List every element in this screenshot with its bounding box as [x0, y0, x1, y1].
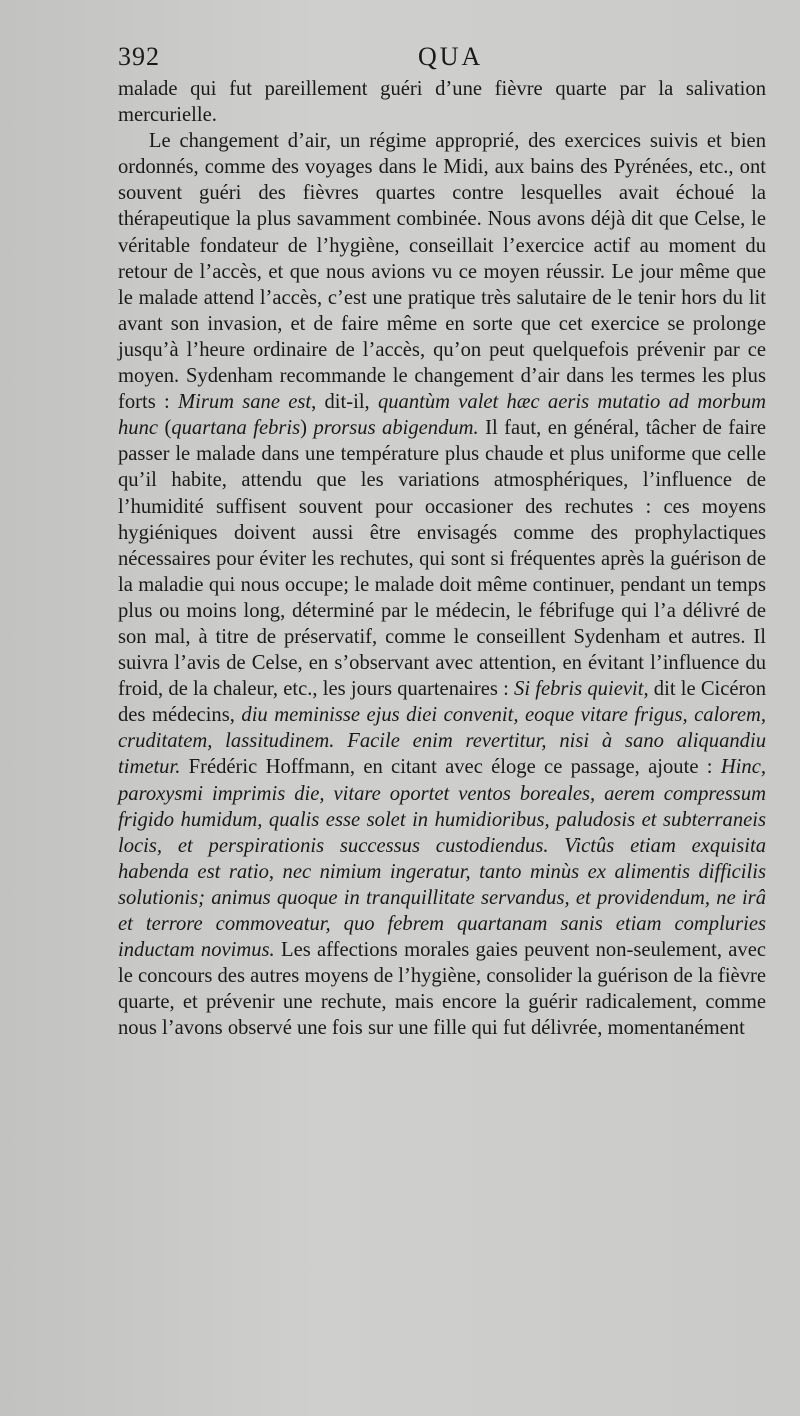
- paragraph-2: [118, 128, 766, 1041]
- text-run: Les affections morales gaies peuvent non-seulement, avec le concours des autres moyens de l’hygiène, consolider la guérison de la fièvre quarte, et prévenir une rechute, mais encore la guérir radicalement, comme nous l’avons observé une fois sur une fille qui fut délivrée, momentanément: [118, 939, 766, 1040]
- text-run: (: [158, 417, 172, 440]
- text-run: Le changement d’air, un régime approprié, des exercices suivis et bien ordonnés, comme des voyages dans le Midi, aux bains des Pyrénées, etc., ont souvent guéri des fièvres quartes contre lesquelles avait échoué la thérapeutique la plus savamment combinée. Nous avons déjà dit que Celse, le véritable fondateur de l’hygiène, conseillait l’exercice actif au moment du retour de l’accès, et que nous avions vu ce moyen réussir. Le jour même que le malade attend l’accès, c’est une pratique très salutaire de le tenir hors du lit avant son invasion, et de faire même en sorte que cet exercice se prolonge jusqu’à l’heure ordinaire de l’accès, qu’on peut quelquefois prévenir par ce moyen. Sydenham recommande le changement d’air dans les termes les plus forts :: [118, 130, 766, 414]
- italic-run: Mirum sane est: [177, 391, 312, 414]
- text-run: , dit le Cicéron des médecins,: [118, 678, 767, 727]
- italic-run: diu meminisse ejus diei convenit, eoque vitare frigus, calorem, cruditatem, lassitudinem. Facile enim revertitur, nisi à sano aliquandiu timetur.: [118, 704, 767, 779]
- text-run: Frédéric Hoffmann, en citant avec éloge ce passage, ajoute :: [180, 756, 721, 779]
- italic-run: Si febris quievit: [514, 678, 644, 701]
- paragraph-1: [118, 76, 766, 128]
- italic-run: quantùm valet hæc aeris mutatio ad morbum hunc: [118, 391, 766, 440]
- text-run: malade qui fut pareillement guéri d’une fièvre quarte par la salivation mercurielle.: [118, 78, 766, 127]
- text-run: Il faut, en général, tâcher de faire passer le malade dans une température plus chaude et plus uniforme que celle qu’il habite, attendu que les variations atmosphériques, l’influence de l’humidité suffisent souvent pour occasioner des rechutes : ces moyens hygiéniques doivent aussi être envisagés comme des prophylactiques nécessaires pour éviter les rechutes, qui sont si fréquentes après la guérison de la maladie qui nous occupe; le malade doit même continuer, pendant un temps plus ou moins long, déterminé par le médecin, le fébrifuge qui l’a délivré de son mal, à titre de préservatif, comme le conseillent Sydenham et autres. Il suivra l’avis de Celse, en s’observant avec attention, en évitant l’influence du froid, de la chaleur, etc., les jours quartenaires :: [118, 417, 766, 701]
- running-head: QUA: [418, 42, 484, 71]
- body-text: [118, 76, 766, 1041]
- italic-run: prorsus abigendum.: [313, 417, 479, 440]
- page-number: 392: [118, 42, 160, 71]
- italic-run: Hinc, paroxysmi imprimis die, vitare oportet ventos boreales, aerem compressum frigido humidum, qualis esse solet in humidioribus, paludosis et subterraneis locis, et perspirationis successus custodiendus. Victûs etiam exquisita habenda est ratio, nec nimium ingeratur, tanto minùs ex alimentis difficilis solutionis; animus quoque in tranquillitate servandus, et providendum, ne irâ et terrore commoveatur, quo febrem quartanam sanis etiam compluries inductam novimus.: [118, 756, 766, 962]
- text-run: , dit-il,: [311, 391, 378, 414]
- text-run: ): [300, 417, 314, 440]
- italic-run: quartana febris: [171, 417, 301, 440]
- page-header: [118, 42, 764, 76]
